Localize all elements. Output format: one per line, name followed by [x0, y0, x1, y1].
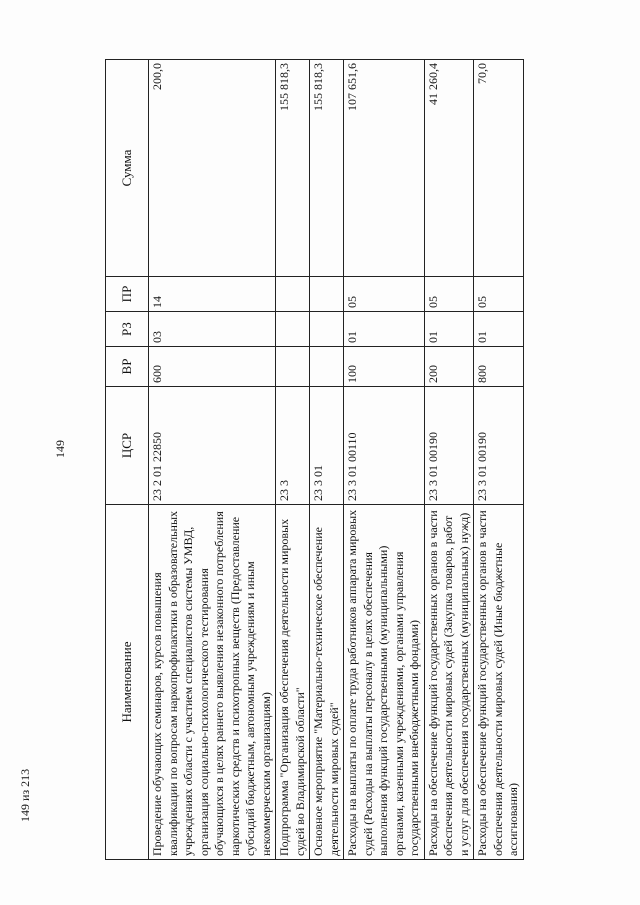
row-rz: 01	[424, 312, 474, 347]
header-sum: Сумма	[106, 60, 149, 277]
row-name: Подпрограмма "Организация обеспечения деятельности мировых судей во Владимирской области"	[276, 505, 310, 860]
page-number: 149	[53, 440, 67, 458]
row-name: Расходы на обеспечение функций государственных органов в части обеспечения деятельности мировых судей (Закупка товаров, работ и услуг для обеспечения государственных (муниципальных) нужд)	[424, 505, 474, 860]
table-header-row	[106, 60, 149, 860]
row-pr: 05	[424, 277, 474, 312]
row-csr: 23 3	[276, 387, 310, 505]
row-sum: 155 818,3	[310, 60, 344, 277]
header-rz: РЗ	[106, 312, 149, 347]
row-sum: 41 260,4	[424, 60, 474, 277]
row-vr: 600	[149, 347, 276, 387]
row-csr: 23 3 01 00190	[424, 387, 474, 505]
row-rz	[276, 312, 310, 347]
table-row	[344, 60, 425, 860]
header-csr: ЦСР	[106, 387, 149, 505]
row-vr: 800	[474, 347, 524, 387]
row-name: Расходы на выплаты по оплате труда работников аппарата мировых судей (Расходы на выплаты персоналу в целях обеспечения выполнения функций государственными (муниципальными) органами, казенными учреждениями, органами управления государственными внебюджетными фондами)	[344, 505, 425, 860]
row-pr	[310, 277, 344, 312]
row-rz: 03	[149, 312, 276, 347]
table-row	[149, 60, 276, 860]
row-sum: 155 818,3	[276, 60, 310, 277]
row-pr: 05	[474, 277, 524, 312]
row-name: Основное мероприятие "Материально-техническое обеспечение деятельности мировых судей"	[310, 505, 344, 860]
header-vr: ВР	[106, 347, 149, 387]
row-vr: 200	[424, 347, 474, 387]
row-csr: 23 3 01	[310, 387, 344, 505]
row-name: Расходы на обеспечение функций государственных органов в части обеспечения деятельности мировых судей (Иные бюджетные ассигнования)	[474, 505, 524, 860]
row-csr: 23 3 01 00190	[474, 387, 524, 505]
row-vr	[276, 347, 310, 387]
row-vr	[310, 347, 344, 387]
row-rz: 01	[344, 312, 425, 347]
row-pr	[276, 277, 310, 312]
row-csr: 23 2 01 22850	[149, 387, 276, 505]
row-sum: 107 651,6	[344, 60, 425, 277]
row-vr: 100	[344, 347, 425, 387]
table-row	[474, 60, 524, 860]
row-pr: 14	[149, 277, 276, 312]
row-pr: 05	[344, 277, 425, 312]
row-sum: 200,0	[149, 60, 276, 277]
row-rz	[310, 312, 344, 347]
table-row	[310, 60, 344, 860]
table-row	[276, 60, 310, 860]
row-name: Проведение обучающих семинаров, курсов повышения квалификации по вопросам наркопрофилактики в образовательных учреждениях области с участием специалистов системы УМВД, организация социально-психологического тестирования обучающихся в целях раннего выявления незаконного потребления наркотических средств и психотропных веществ (Предоставление субсидий бюджетным, автономным учреждениям и иным некоммерческим организациям)	[149, 505, 276, 860]
table-row	[424, 60, 474, 860]
row-sum: 70,0	[474, 60, 524, 277]
header-pr: ПР	[106, 277, 149, 312]
budget-table-wrapper	[105, 60, 575, 860]
page-footer: 149 из 213	[18, 768, 32, 822]
budget-table	[105, 59, 524, 860]
row-csr: 23 3 01 00110	[344, 387, 425, 505]
row-rz: 01	[474, 312, 524, 347]
header-name: Наименование	[106, 505, 149, 860]
